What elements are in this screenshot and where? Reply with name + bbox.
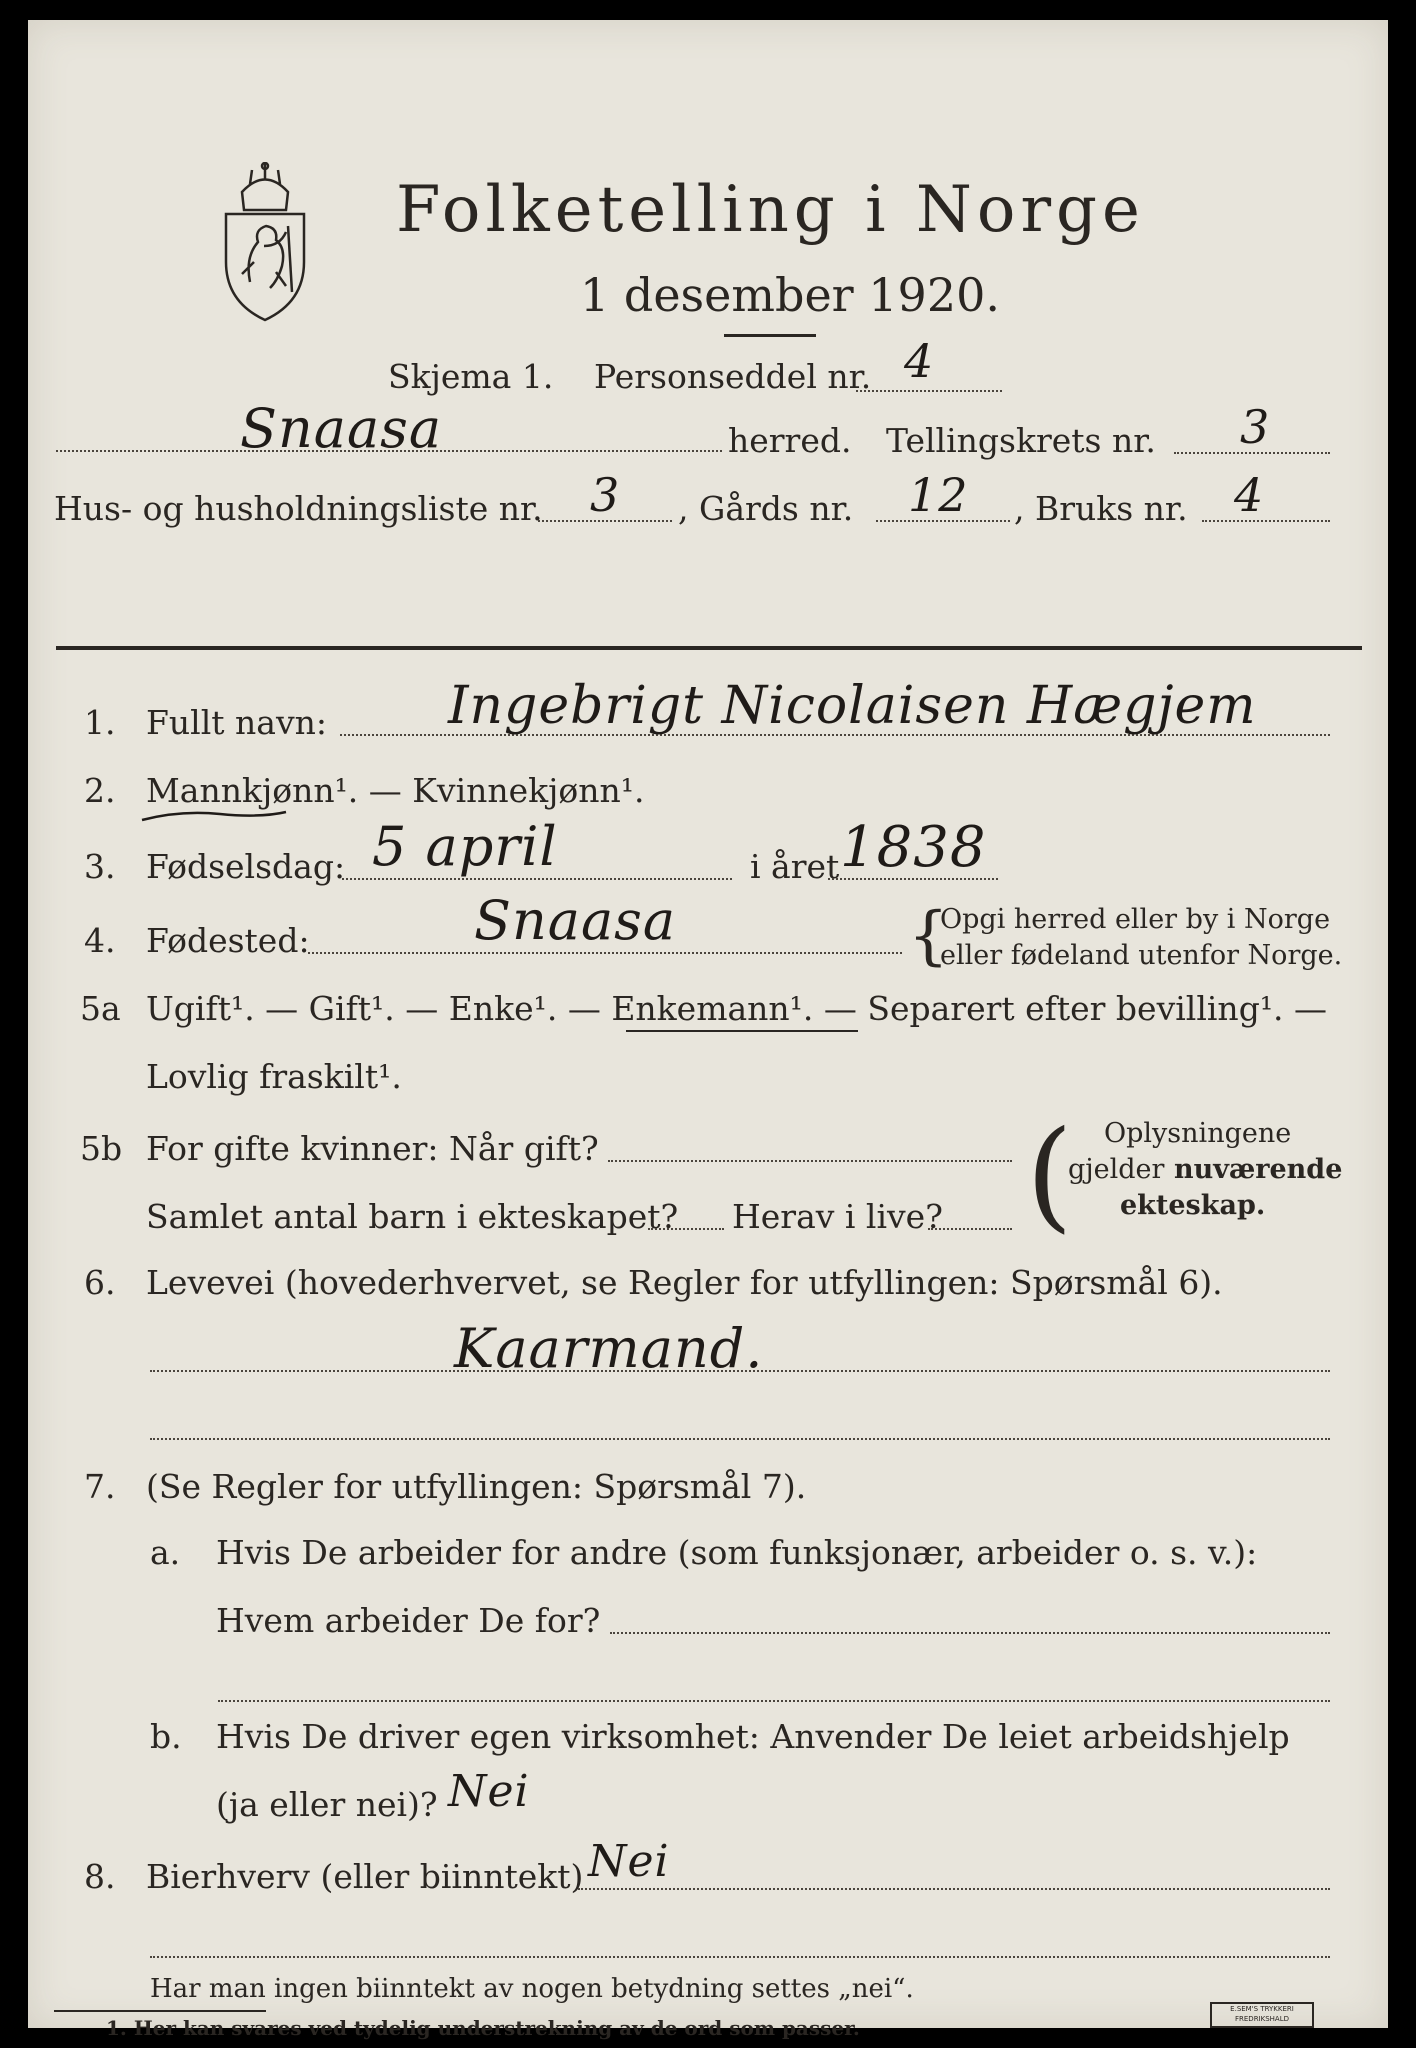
q7a-line1: Hvis De arbeider for andre (som funksjonær, arbeider o. s. v.): [216,1533,1258,1572]
q2-number: 2. [84,771,116,810]
q8-line-extra [150,1956,1330,1958]
q5b-married-line [608,1160,1012,1162]
tellingskrets-label: Tellingskrets nr. [886,421,1156,460]
q5b-number: 5b [80,1129,123,1168]
q7b-line1: Hvis De driver egen virksomhet: Anvender De leiet arbeidshjelp [216,1717,1290,1756]
tellingskrets-value: 3 [1240,400,1271,454]
gards-value: 12 [908,468,969,522]
form-title: Folketelling i Norge [396,173,1145,247]
q5b-line2b: Herav i live? [732,1197,943,1236]
norwegian-lion-crest-icon [220,162,310,322]
herred-label: herred. [728,421,852,460]
footnote-rule [54,2010,266,2012]
q3-label: Fødselsdag: [146,847,346,886]
mannkjonn-underline [140,806,290,826]
gards-label: , Gårds nr. [678,489,854,528]
footer-note: Har man ingen biinntekt av nogen betydning settes „nei“. [150,1974,914,2004]
schema-label: Skjema 1. [388,357,554,396]
q4-number: 4. [84,921,116,960]
q4-label: Fødested: [146,921,310,960]
bruks-line [1202,520,1330,522]
q6-number: 6. [84,1263,116,1302]
q5b-note2b: nuværende [1174,1154,1343,1185]
q3-year-value: 1838 [840,815,987,880]
q6-value: Kaarmand. [454,1317,764,1380]
q5a-line2: Lovlig fraskilt¹. [146,1057,402,1096]
footnote: 1. Her kan svares ved tydelig understrekning av de ord som passer. [106,2016,860,2040]
husliste-value: 3 [590,468,621,522]
q2-label: Mannkjønn¹. — Kvinnekjønn¹. [146,771,645,810]
herred-value: Snaasa [240,397,443,460]
census-form-page [28,20,1388,2040]
printer-line1: E.SEM'S TRYKKERI [1230,2005,1294,2013]
enkemann-underline [626,1030,858,1032]
q5b-line1: For gifte kvinner: Når gift? [146,1129,599,1168]
husliste-label: Hus- og husholdningsliste nr. [54,489,543,528]
q5a-line1: Ugift¹. — Gift¹. — Enke¹. — Enkemann¹. — Separert efter bevilling¹. — [146,989,1328,1028]
q3-day-line [342,878,732,880]
q4-line [308,952,902,954]
q1-value: Ingebrigt Nicolaisen Hægjem [448,676,1257,736]
herred-line [56,450,722,452]
q7b-value: Nei [448,1766,530,1817]
q4-value: Snaasa [474,889,677,952]
printer-line2: FREDRIKSHALD [1234,2015,1289,2023]
q5b-line2a: Samlet antal barn i ekteskapet? [146,1197,679,1236]
q8-value: Nei [588,1836,670,1887]
q3-year-label: i året [750,847,840,886]
personseddel-line [856,390,1002,392]
q4-note-line1: Opgi herred eller by i Norge [940,904,1331,935]
q8-label: Bierhverv (eller biinntekt) [146,1857,584,1896]
personseddel-value: 4 [904,334,935,388]
q5b-alive-line [928,1228,1012,1230]
bruks-value: 4 [1234,468,1265,522]
personseddel-label: Personseddel nr. [594,357,872,396]
q7a-line [610,1632,1330,1634]
q7b-line2: (ja eller nei)? [216,1785,438,1824]
q6-label: Levevei (hovederhvervet, se Regler for utfyllingen: Spørsmål 6). [146,1263,1223,1302]
q5b-note1: Oplysningene [1104,1118,1292,1149]
q5b-children-line [648,1228,724,1230]
q6-line1 [150,1370,1330,1372]
q7-number: 7. [84,1467,116,1506]
q6-line2 [150,1438,1330,1440]
q7a-line2: Hvem arbeider De for? [216,1601,601,1640]
q8-number: 8. [84,1857,116,1896]
q7b-letter: b. [150,1717,182,1756]
title-divider [724,334,816,337]
q7a-line-extra [218,1700,1330,1702]
q7-label: (Se Regler for utfyllingen: Spørsmål 7). [146,1467,807,1506]
bruks-label: , Bruks nr. [1014,489,1188,528]
printer-mark [1210,2002,1314,2028]
q1-label: Fullt navn: [146,703,327,742]
header-rule [56,646,1362,650]
q1-number: 1. [84,703,116,742]
q7a-letter: a. [150,1533,181,1572]
q5a-number: 5a [80,989,121,1028]
q3-value: 5 april [372,815,558,878]
q8-line [578,1888,1330,1890]
q5b-note3: ekteskap. [1120,1190,1266,1221]
form-date: 1 desember 1920. [580,268,1000,322]
q5b-bracket: ( [1026,1106,1073,1245]
q3-number: 3. [84,847,116,886]
q4-note-line2: eller fødeland utenfor Norge. [940,940,1343,971]
q5b-note2: gjelder [1068,1154,1165,1185]
q4-brace: { [908,899,949,973]
